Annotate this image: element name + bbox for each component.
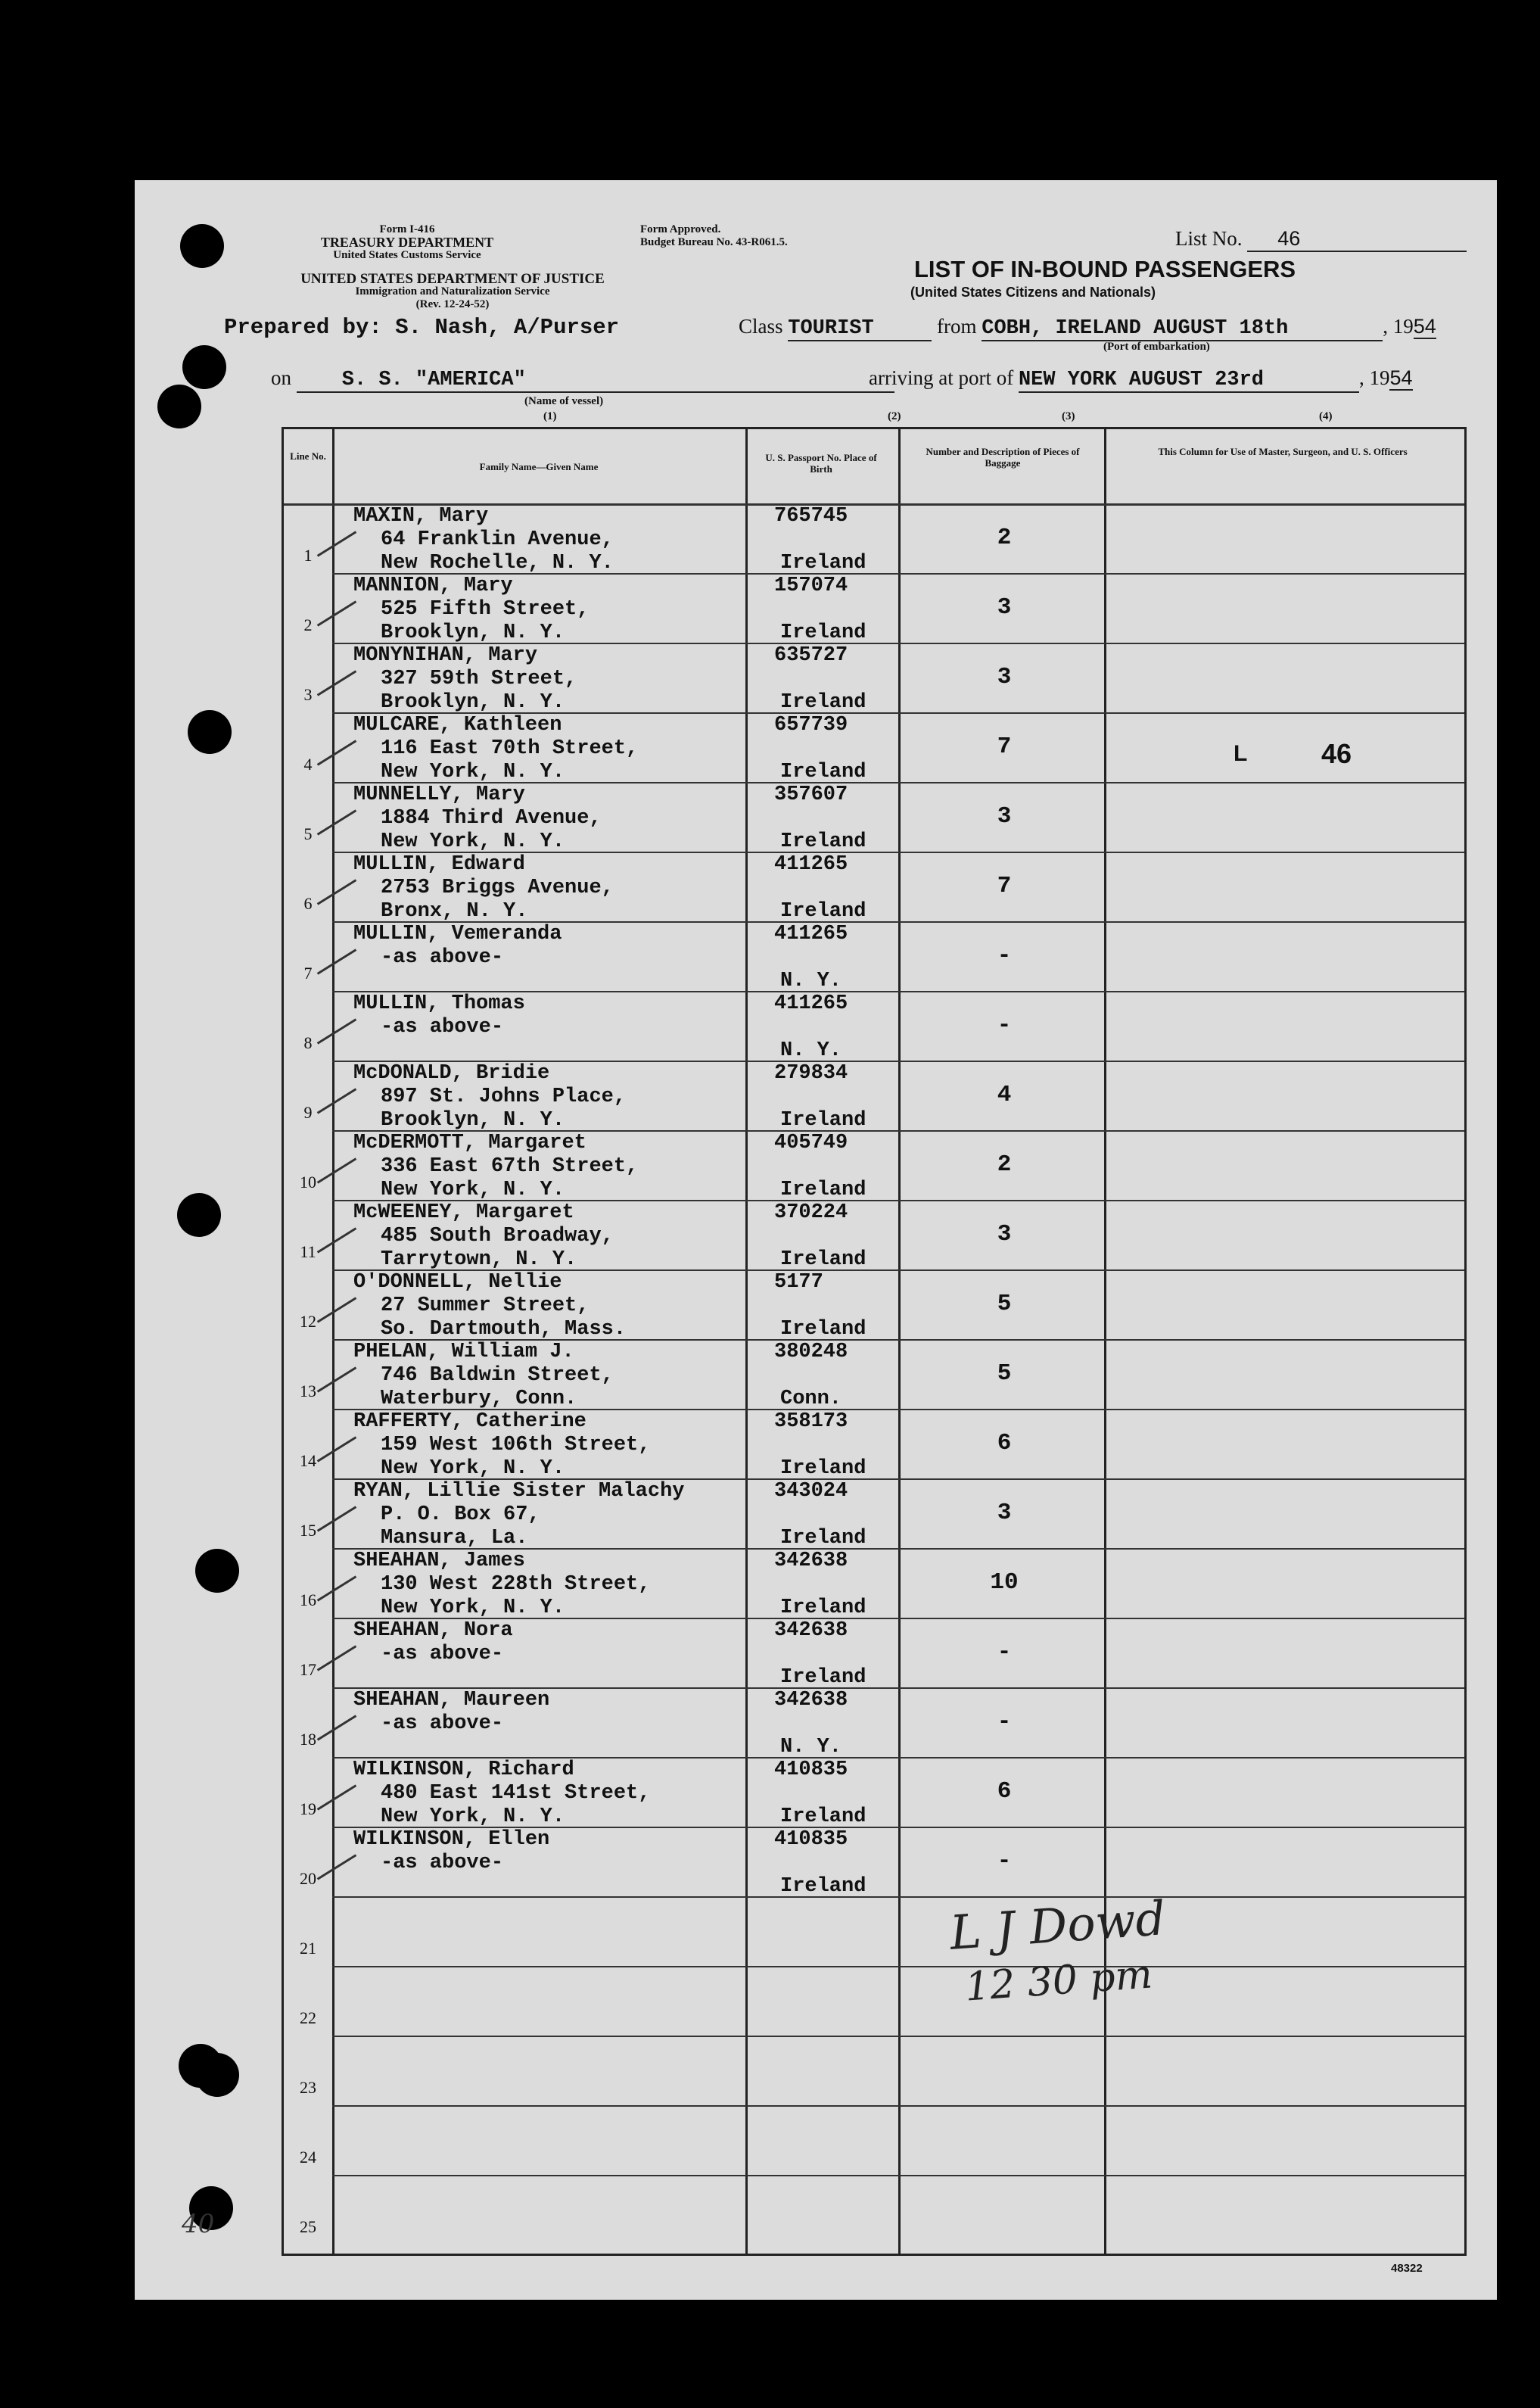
passenger-address-line1: 64 Franklin Avenue, bbox=[381, 528, 614, 551]
baggage-count: 3 bbox=[997, 1221, 1012, 1248]
passenger-address-line2: Brooklyn, N. Y. bbox=[381, 691, 565, 714]
passenger-address-line1: P. O. Box 67, bbox=[381, 1503, 540, 1526]
line-number: 24 bbox=[300, 2148, 316, 2167]
line-number: 3 bbox=[303, 685, 313, 704]
line-number: 10 bbox=[300, 1173, 316, 1192]
passenger-address-line1: 1884 Third Avenue, bbox=[381, 807, 602, 830]
table-row bbox=[353, 644, 577, 715]
place-of-birth: Ireland bbox=[780, 1666, 866, 1689]
line-number: 7 bbox=[303, 964, 313, 983]
check-mark bbox=[317, 949, 356, 974]
passenger-address-line1: 485 South Broadway, bbox=[381, 1225, 614, 1248]
place-of-birth: Ireland bbox=[780, 1248, 866, 1271]
line-number: 4 bbox=[303, 755, 313, 774]
check-mark bbox=[317, 1157, 356, 1183]
line-number: 18 bbox=[300, 1730, 316, 1749]
line-number: 25 bbox=[300, 2217, 316, 2236]
place-of-birth: Ireland bbox=[780, 1179, 866, 1201]
baggage-count: 5 bbox=[997, 1360, 1012, 1387]
line-number: 2 bbox=[303, 615, 313, 634]
passenger-address-line1: 897 St. Johns Place, bbox=[381, 1086, 627, 1108]
form-number-block: Form I-416 TREASURY DEPARTMENT United States Customs Service bbox=[320, 223, 494, 261]
passenger-address-line1: 159 West 106th Street, bbox=[381, 1434, 651, 1456]
baggage-count: 3 bbox=[997, 803, 1012, 830]
passenger-name: McWEENEY, Margaret bbox=[353, 1201, 574, 1224]
doj-block: UNITED STATES DEPARTMENT OF JUSTICE Immigration and Naturalization Service (Rev. 12-24-52) bbox=[300, 271, 605, 310]
line-number: 21 bbox=[300, 1939, 316, 1958]
officer-mark: 46 bbox=[1321, 738, 1352, 769]
arriving-line: arriving at port of NEW YORK AUGUST 23rd , 1954 bbox=[869, 366, 1413, 391]
baggage-count: 6 bbox=[997, 1778, 1012, 1805]
punch-hole bbox=[179, 2044, 222, 2088]
table-row bbox=[353, 714, 638, 784]
passenger-address-line2: New Rochelle, N. Y. bbox=[381, 552, 614, 575]
col-num-4: (4) bbox=[1319, 410, 1333, 422]
class-line: Class TOURIST from COBH, IRELAND AUGUST 18th , 1954 bbox=[739, 315, 1436, 340]
baggage-count: 4 bbox=[997, 1082, 1012, 1108]
signature: L J Dowd bbox=[947, 1890, 1168, 1961]
baggage-count: 3 bbox=[997, 664, 1012, 690]
line-number: 22 bbox=[300, 2008, 316, 2027]
passport-number: 411265 bbox=[774, 992, 848, 1015]
passenger-address-line1: 327 59th Street, bbox=[381, 668, 577, 690]
passport-number: 411265 bbox=[774, 853, 848, 876]
passenger-name: MUNNELLY, Mary bbox=[353, 783, 525, 806]
passenger-name: SHEAHAN, Nora bbox=[353, 1619, 513, 1642]
passenger-address-line1: -as above- bbox=[381, 1016, 504, 1039]
passenger-address-line2: New York, N. Y. bbox=[381, 1179, 565, 1201]
passport-number: 342638 bbox=[774, 1550, 848, 1572]
check-mark bbox=[317, 1297, 356, 1322]
row-divider bbox=[332, 2105, 1464, 2107]
passport-number: 410835 bbox=[774, 1828, 848, 1851]
col-header-officers: This Column for Use of Master, Surgeon, and U. S. Officers bbox=[1158, 446, 1408, 457]
col-divider bbox=[898, 429, 901, 2254]
place-of-birth: Ireland bbox=[780, 761, 866, 783]
passenger-name: MULLIN, Thomas bbox=[353, 992, 525, 1015]
punch-hole bbox=[188, 710, 232, 754]
row-divider bbox=[332, 1896, 1464, 1898]
passport-number: 342638 bbox=[774, 1619, 848, 1642]
check-mark bbox=[317, 1366, 356, 1392]
baggage-count: - bbox=[997, 942, 1012, 969]
place-of-birth: N. Y. bbox=[780, 970, 842, 992]
table-row bbox=[353, 575, 589, 645]
line-number: 15 bbox=[300, 1521, 316, 1540]
check-mark bbox=[317, 879, 356, 905]
check-mark bbox=[317, 1854, 356, 1880]
passenger-address-line2: Waterbury, Conn. bbox=[381, 1388, 577, 1410]
line-number: 5 bbox=[303, 824, 313, 843]
check-mark bbox=[317, 531, 356, 556]
col-num-3: (3) bbox=[1062, 410, 1075, 422]
port-embarkation-caption: (Port of embarkation) bbox=[1103, 341, 1210, 353]
passport-number: 657739 bbox=[774, 714, 848, 737]
punch-hole bbox=[157, 385, 201, 428]
passport-number: 405749 bbox=[774, 1132, 848, 1154]
row-divider bbox=[332, 1966, 1464, 1967]
table-row bbox=[353, 1062, 626, 1132]
baggage-count: 2 bbox=[997, 525, 1012, 551]
passenger-name: O'DONNELL, Nellie bbox=[353, 1271, 562, 1294]
check-mark bbox=[317, 1715, 356, 1740]
passenger-name: MANNION, Mary bbox=[353, 575, 513, 597]
baggage-count: - bbox=[997, 1709, 1012, 1735]
page-subtitle: (United States Citizens and Nationals) bbox=[910, 285, 1156, 300]
passenger-address-line2: New York, N. Y. bbox=[381, 1597, 565, 1619]
place-of-birth: Ireland bbox=[780, 1457, 866, 1480]
list-number: List No. 46 bbox=[1175, 227, 1467, 252]
baggage-count: 3 bbox=[997, 1500, 1012, 1526]
line-number: 23 bbox=[300, 2078, 316, 2097]
place-of-birth: Ireland bbox=[780, 1875, 866, 1898]
form-sheet bbox=[135, 180, 1497, 2300]
table-row bbox=[353, 1619, 513, 1666]
col-header-passport: U. S. Passport No. Place of Birth bbox=[765, 452, 877, 475]
passenger-address-line2: So. Dartmouth, Mass. bbox=[381, 1318, 627, 1341]
place-of-birth: Ireland bbox=[780, 830, 866, 853]
col-divider bbox=[332, 429, 334, 2254]
passport-number: 357607 bbox=[774, 783, 848, 806]
passenger-name: MULLIN, Edward bbox=[353, 853, 525, 876]
passport-number: 343024 bbox=[774, 1480, 848, 1503]
table-row bbox=[353, 1480, 684, 1550]
passenger-address-line2: Brooklyn, N. Y. bbox=[381, 621, 565, 644]
passenger-name: RYAN, Lillie Sister Malachy bbox=[353, 1480, 685, 1503]
table-row bbox=[353, 1689, 549, 1736]
check-mark bbox=[317, 1088, 356, 1114]
passenger-name: PHELAN, William J. bbox=[353, 1341, 574, 1363]
check-mark bbox=[317, 1227, 356, 1253]
row-divider bbox=[332, 2175, 1464, 2176]
passenger-name: SHEAHAN, Maureen bbox=[353, 1689, 550, 1712]
place-of-birth: Ireland bbox=[780, 691, 866, 714]
table-row bbox=[353, 1341, 614, 1411]
baggage-count: 6 bbox=[997, 1430, 1012, 1456]
place-of-birth: Conn. bbox=[780, 1388, 842, 1410]
passport-number: 635727 bbox=[774, 644, 848, 667]
line-number: 11 bbox=[300, 1242, 316, 1261]
place-of-birth: N. Y. bbox=[780, 1039, 842, 1062]
place-of-birth: Ireland bbox=[780, 1597, 866, 1619]
baggage-count: 7 bbox=[997, 873, 1012, 899]
passenger-address-line2: New York, N. Y. bbox=[381, 830, 565, 853]
row-divider bbox=[332, 2036, 1464, 2037]
passenger-address-line2: Brooklyn, N. Y. bbox=[381, 1109, 565, 1132]
check-mark bbox=[317, 670, 356, 696]
check-mark bbox=[317, 809, 356, 835]
line-number: 17 bbox=[300, 1660, 316, 1679]
line-number: 13 bbox=[300, 1382, 316, 1400]
table-row bbox=[353, 783, 602, 854]
passenger-address-line2: Tarrytown, N. Y. bbox=[381, 1248, 577, 1271]
table-row bbox=[353, 1410, 650, 1481]
line-number: 1 bbox=[303, 546, 313, 565]
footer-code: 48322 bbox=[1391, 2262, 1423, 2275]
passenger-name: MULCARE, Kathleen bbox=[353, 714, 562, 737]
passenger-address-line1: -as above- bbox=[381, 1852, 504, 1874]
col-header-baggage: Number and Description of Pieces of Baggage bbox=[926, 446, 1080, 469]
form-approved: Form Approved. Budget Bureau No. 43-R061.5. bbox=[640, 223, 788, 248]
line-number: 12 bbox=[300, 1312, 316, 1331]
passenger-address-line1: -as above- bbox=[381, 1712, 504, 1735]
check-mark bbox=[317, 1018, 356, 1044]
table-row bbox=[353, 992, 525, 1039]
passenger-address-line2: Mansura, La. bbox=[381, 1527, 528, 1550]
passenger-address-line1: 130 West 228th Street, bbox=[381, 1573, 651, 1596]
col-header-name: Family Name—Given Name bbox=[479, 461, 599, 472]
passenger-address-line1: 336 East 67th Street, bbox=[381, 1155, 639, 1178]
punch-hole bbox=[195, 1549, 239, 1593]
baggage-count: 7 bbox=[997, 734, 1012, 760]
officer-tick: L bbox=[1234, 741, 1248, 766]
line-number: 8 bbox=[303, 1033, 313, 1052]
passenger-address-line1: 480 East 141st Street, bbox=[381, 1782, 651, 1805]
check-mark bbox=[317, 740, 356, 765]
line-number: 9 bbox=[303, 1103, 313, 1122]
passport-number: 410835 bbox=[774, 1758, 848, 1781]
line-number: 14 bbox=[300, 1451, 316, 1470]
time-note: 12 30 pm bbox=[963, 1952, 1154, 2011]
baggage-count: 5 bbox=[997, 1291, 1012, 1317]
passenger-address-line1: 116 East 70th Street, bbox=[381, 737, 639, 760]
passenger-name: McDERMOTT, Margaret bbox=[353, 1132, 586, 1154]
table-row bbox=[353, 1201, 614, 1272]
line-number: 19 bbox=[300, 1799, 316, 1818]
passport-number: 765745 bbox=[774, 505, 848, 528]
table-row bbox=[353, 1828, 549, 1875]
punch-hole bbox=[177, 1193, 221, 1237]
passport-number: 370224 bbox=[774, 1201, 848, 1224]
table-row bbox=[353, 853, 614, 924]
passport-number: 380248 bbox=[774, 1341, 848, 1363]
passenger-address-line2: New York, N. Y. bbox=[381, 1457, 565, 1480]
line-number: 6 bbox=[303, 894, 313, 913]
table-row bbox=[353, 1271, 626, 1341]
margin-note: 40 bbox=[182, 2209, 215, 2239]
baggage-count: - bbox=[997, 1639, 1012, 1665]
passenger-name: MAXIN, Mary bbox=[353, 505, 489, 528]
table-row bbox=[353, 1132, 638, 1202]
place-of-birth: Ireland bbox=[780, 1318, 866, 1341]
place-of-birth: Ireland bbox=[780, 1527, 866, 1550]
col-divider bbox=[745, 429, 748, 2254]
passenger-address-line1: 27 Summer Street, bbox=[381, 1294, 590, 1317]
vessel-caption: (Name of vessel) bbox=[524, 395, 604, 407]
passenger-address-line2: Bronx, N. Y. bbox=[381, 900, 528, 923]
passenger-address-line1: 746 Baldwin Street, bbox=[381, 1364, 614, 1387]
passenger-name: WILKINSON, Richard bbox=[353, 1758, 574, 1781]
line-number: 16 bbox=[300, 1590, 316, 1609]
place-of-birth: Ireland bbox=[780, 1109, 866, 1132]
passport-number: 279834 bbox=[774, 1062, 848, 1085]
passport-number: 342638 bbox=[774, 1689, 848, 1712]
check-mark bbox=[317, 1506, 356, 1531]
passenger-name: MULLIN, Vemeranda bbox=[353, 923, 562, 945]
line-number: 20 bbox=[300, 1869, 316, 1888]
table-row bbox=[353, 505, 614, 575]
baggage-count: 2 bbox=[997, 1151, 1012, 1178]
passenger-name: McDONALD, Bridie bbox=[353, 1062, 550, 1085]
table-row bbox=[353, 1550, 650, 1620]
passenger-table bbox=[282, 427, 1467, 2256]
page-title: LIST OF IN-BOUND PASSENGERS bbox=[914, 256, 1296, 282]
place-of-birth: Ireland bbox=[780, 1805, 866, 1828]
check-mark bbox=[317, 1575, 356, 1601]
passenger-address-line1: 2753 Briggs Avenue, bbox=[381, 877, 614, 899]
punch-hole bbox=[180, 224, 224, 268]
passenger-address-line1: -as above- bbox=[381, 1643, 504, 1665]
table-row bbox=[353, 923, 562, 970]
place-of-birth: Ireland bbox=[780, 900, 866, 923]
baggage-count: - bbox=[997, 1848, 1012, 1874]
passport-number: 157074 bbox=[774, 575, 848, 597]
passenger-name: WILKINSON, Ellen bbox=[353, 1828, 550, 1851]
baggage-count: 10 bbox=[990, 1569, 1019, 1596]
check-mark bbox=[317, 600, 356, 626]
passenger-address-line2: New York, N. Y. bbox=[381, 761, 565, 783]
passport-number: 411265 bbox=[774, 923, 848, 945]
col-header-line-no: Line No. bbox=[290, 450, 326, 462]
vessel-line: on S. S. "AMERICA" bbox=[271, 366, 894, 393]
passport-number: 5177 bbox=[774, 1271, 823, 1294]
baggage-count: - bbox=[997, 1012, 1012, 1039]
place-of-birth: Ireland bbox=[780, 552, 866, 575]
place-of-birth: N. Y. bbox=[780, 1736, 842, 1758]
check-mark bbox=[317, 1784, 356, 1810]
baggage-count: 3 bbox=[997, 594, 1012, 621]
passenger-address-line1: -as above- bbox=[381, 946, 504, 969]
passenger-name: MONYNIHAN, Mary bbox=[353, 644, 538, 667]
passenger-name: RAFFERTY, Catherine bbox=[353, 1410, 586, 1433]
check-mark bbox=[317, 1436, 356, 1462]
passenger-address-line2: New York, N. Y. bbox=[381, 1805, 565, 1828]
prepared-by: Prepared by: S. Nash, A/Purser bbox=[224, 315, 620, 340]
punch-hole bbox=[182, 345, 226, 389]
table-row bbox=[353, 1758, 650, 1829]
col-num-2: (2) bbox=[888, 410, 901, 422]
col-num-1: (1) bbox=[543, 410, 557, 422]
passport-number: 358173 bbox=[774, 1410, 848, 1433]
passenger-address-line1: 525 Fifth Street, bbox=[381, 598, 590, 621]
place-of-birth: Ireland bbox=[780, 621, 866, 644]
passenger-name: SHEAHAN, James bbox=[353, 1550, 525, 1572]
check-mark bbox=[317, 1645, 356, 1671]
